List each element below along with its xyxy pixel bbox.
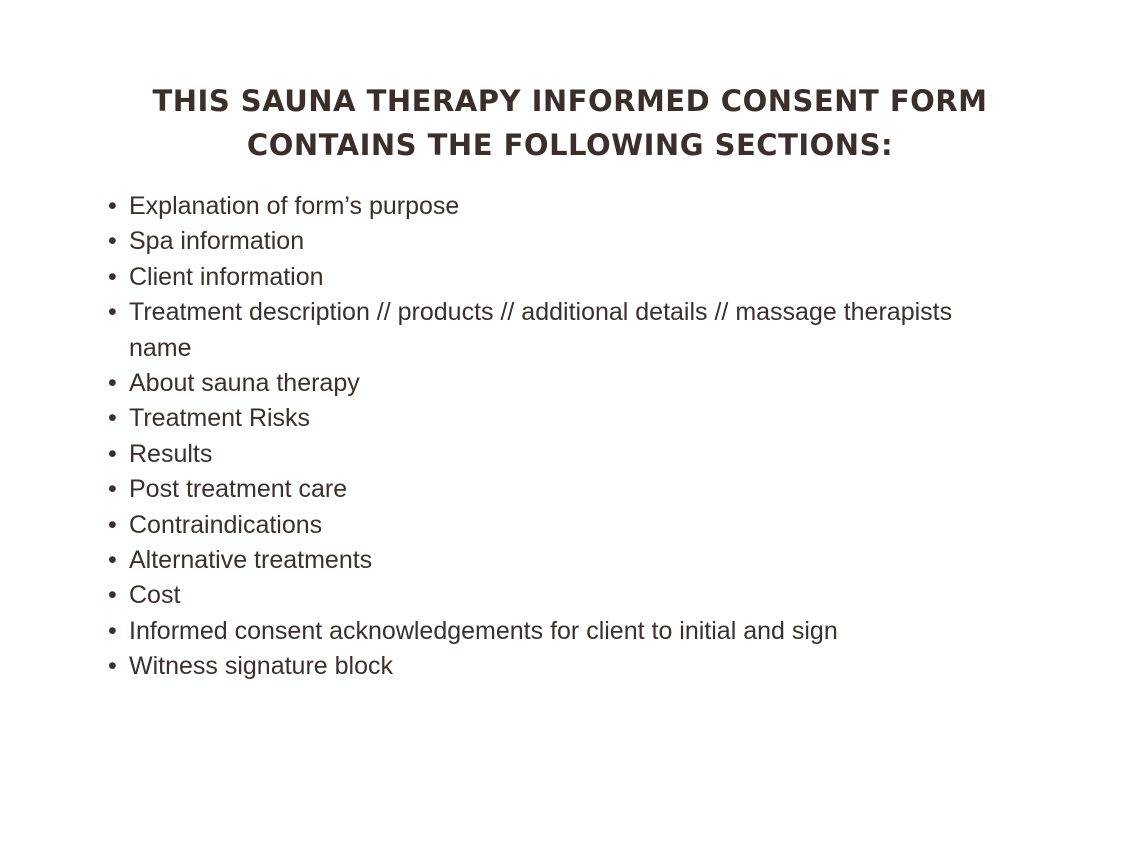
list-item: [108, 543, 1008, 578]
bullet-icon: •: [108, 510, 117, 539]
bullet-icon: •: [108, 192, 117, 220]
bullet-icon: •: [108, 616, 117, 645]
bullet-icon: •: [108, 404, 117, 433]
list-item: [108, 366, 1008, 401]
list-item: [108, 224, 1008, 259]
list-item: [108, 260, 1008, 295]
section-label: Post treatment care: [129, 475, 348, 504]
bullet-icon: •: [108, 475, 117, 504]
bullet-icon: •: [108, 439, 117, 468]
list-item: [108, 437, 1008, 472]
section-label: Witness signature block: [129, 652, 394, 681]
bullet-icon: •: [108, 581, 117, 610]
section-label: Cost: [129, 581, 181, 610]
section-label: Explanation of form’s purpose: [129, 192, 460, 220]
bullet-icon: •: [108, 262, 117, 291]
section-label: Informed consent acknowledgements for client to initial and sign: [129, 616, 838, 645]
page-title: THIS SAUNA THERAPY INFORMED CONSENT FORM CONTAINS THE FOLLOWING SECTIONS:: [152, 84, 988, 163]
section-label: Client information: [129, 262, 324, 291]
section-label: Spa information: [129, 227, 305, 256]
list-item: [108, 578, 1008, 613]
section-label: Treatment Risks: [129, 404, 311, 433]
bullet-icon: •: [108, 546, 117, 575]
section-label: Treatment description // products // additional details // massage therapists name: [129, 298, 953, 362]
sections-list: [108, 189, 1008, 685]
list-item: [108, 472, 1008, 507]
list-item: [108, 295, 1008, 366]
section-label: Alternative treatments: [129, 546, 373, 575]
list-item: [108, 189, 1008, 224]
list-item: [108, 401, 1008, 436]
bullet-icon: •: [108, 227, 117, 256]
bullet-icon: •: [108, 298, 117, 327]
section-label: Contraindications: [129, 510, 323, 539]
section-label: Results: [129, 439, 213, 468]
list-item: [108, 508, 1008, 543]
list-item: [108, 614, 1008, 649]
bullet-icon: •: [108, 369, 117, 398]
bullet-icon: •: [108, 652, 117, 681]
list-item: [108, 649, 1008, 684]
section-label: About sauna therapy: [129, 369, 360, 398]
